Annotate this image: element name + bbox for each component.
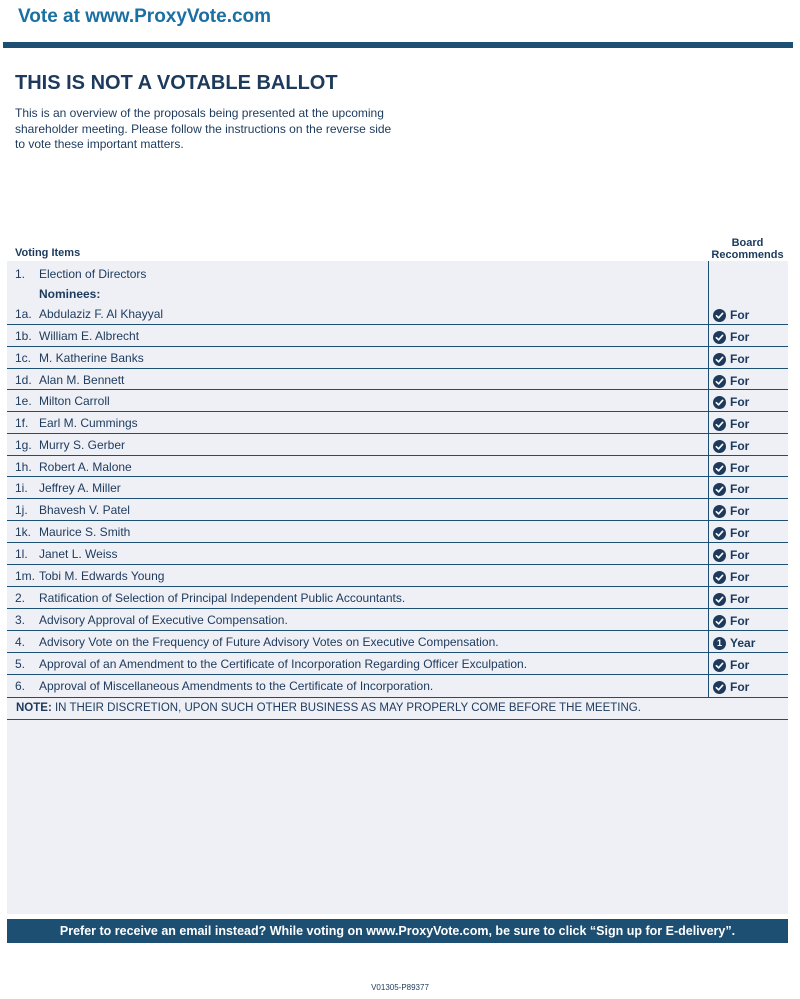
voting-item-row [7, 477, 788, 499]
board-recommendation [713, 461, 749, 475]
recommendation-label: For [730, 526, 750, 540]
item-number: 3. [15, 613, 26, 627]
election-row [7, 261, 788, 283]
item-text: Alan M. Bennett [39, 373, 125, 387]
item-number: 2. [15, 591, 26, 605]
board-recommendation [713, 504, 749, 518]
board-recommendation [713, 352, 749, 366]
recommendation-label: For [730, 395, 750, 409]
number-one-icon: 1 [713, 637, 726, 650]
voting-item-row [7, 609, 788, 631]
board-recommendation [713, 526, 749, 540]
board-recommendation [713, 636, 755, 650]
header-rule [3, 42, 793, 48]
nominees-label: Nominees: [39, 287, 101, 301]
voting-items-header: Voting Items [15, 247, 81, 259]
item-number: 1g. [15, 438, 32, 452]
recommendation-label: For [730, 614, 750, 628]
board-recommendation [713, 308, 749, 322]
item-text: William E. Albrecht [39, 329, 140, 343]
board-recommendation [713, 395, 749, 409]
recommendation-label: For [730, 570, 750, 584]
voting-item-row [7, 675, 788, 698]
recommendation-label: For [730, 308, 750, 322]
ballot-intro: This is an overview of the proposals being presented at the upcoming shareholder meeting. Please follow the instructions on the reverse side to vote these important matters. [15, 106, 392, 151]
document-code: V01305-P89377 [371, 983, 429, 992]
board-recommendation [713, 680, 749, 694]
board-recommendation [713, 330, 749, 344]
recommendation-label: For [730, 680, 750, 694]
item-number: 1b. [15, 329, 32, 343]
item-text: Maurice S. Smith [39, 525, 131, 539]
checkmark-icon [713, 681, 726, 694]
item-number: 5. [15, 657, 26, 671]
voting-item-row [7, 347, 788, 369]
recommendation-label: For [730, 439, 750, 453]
voting-item-row [7, 390, 788, 412]
item-text: Tobi M. Edwards Young [39, 569, 165, 583]
checkmark-icon [713, 659, 726, 672]
voting-item-row [7, 565, 788, 587]
item-number: 1f. [15, 416, 29, 430]
header-title: Vote at www.ProxyVote.com [18, 6, 272, 27]
board-recommends-header [705, 237, 790, 261]
voting-item-row [7, 543, 788, 565]
voting-item-row [7, 631, 788, 653]
recommendation-label: For [730, 482, 750, 496]
item-text: Murry S. Gerber [39, 438, 126, 452]
checkmark-icon [713, 593, 726, 606]
item-number: 1e. [15, 394, 32, 408]
voting-item-row [7, 369, 788, 390]
voting-item-row [7, 434, 788, 456]
item-text: Jeffrey A. Miller [39, 481, 121, 495]
item-text: Robert A. Malone [39, 460, 132, 474]
note-row [7, 698, 788, 720]
board-header-line1: Board [731, 237, 764, 249]
recommendation-label: For [730, 374, 750, 388]
voting-item-row [7, 303, 788, 325]
item-number: 1c. [15, 351, 32, 365]
item-number: 1a. [15, 307, 32, 321]
item-number: 6. [15, 679, 26, 693]
item-text: Abdulaziz F. Al Khayyal [39, 307, 164, 321]
checkmark-icon [713, 309, 726, 322]
item-number: 1. [15, 267, 26, 281]
board-recommendation [713, 439, 749, 453]
recommendation-label: For [730, 592, 750, 606]
recommendation-label: For [730, 330, 750, 344]
item-text: Janet L. Weiss [39, 547, 118, 561]
checkmark-icon [713, 505, 726, 518]
board-recommendation [713, 482, 749, 496]
recommendation-label: For [730, 352, 750, 366]
checkmark-icon [713, 483, 726, 496]
item-text: M. Katherine Banks [39, 351, 144, 365]
checkmark-icon [713, 440, 726, 453]
recommendation-label: Year [730, 636, 756, 650]
item-number: 1k. [15, 525, 32, 539]
recommendation-label: For [730, 461, 750, 475]
voting-item-row [7, 521, 788, 543]
item-number: 1h. [15, 460, 32, 474]
checkmark-icon [713, 527, 726, 540]
checkmark-icon [713, 571, 726, 584]
item-text: Ratification of Selection of Principal Independent Public Accountants. [39, 591, 406, 605]
item-number: 1l. [15, 547, 28, 561]
item-text: Advisory Vote on the Frequency of Future Advisory Votes on Executive Compensation. [39, 635, 499, 649]
item-text: Election of Directors [39, 267, 147, 281]
checkmark-icon [713, 615, 726, 628]
item-text: Approval of Miscellaneous Amendments to the Certificate of Incorporation. [39, 679, 434, 693]
board-recommendation [713, 417, 749, 431]
board-header-line2: Recommends [711, 249, 784, 261]
checkmark-icon [713, 375, 726, 388]
item-text: Milton Carroll [39, 394, 110, 408]
voting-item-row [7, 653, 788, 675]
e-delivery-banner: Prefer to receive an email instead? While voting on www.ProxyVote.com, be sure to click “Sign up for E-delivery”. [7, 919, 788, 943]
board-recommendation [713, 658, 749, 672]
recommendation-label: For [730, 417, 750, 431]
note-label: NOTE: [16, 702, 52, 714]
note [16, 702, 641, 714]
nominees-row [7, 283, 788, 303]
item-number: 1j. [15, 503, 28, 517]
item-number: 1i. [15, 481, 28, 495]
board-recommendation [713, 592, 749, 606]
item-number: 4. [15, 635, 26, 649]
ballot-title: THIS IS NOT A VOTABLE BALLOT [15, 72, 338, 94]
checkmark-icon [713, 462, 726, 475]
voting-item-row [7, 325, 788, 347]
board-recommendation [713, 570, 749, 584]
recommendation-label: For [730, 658, 750, 672]
item-text: Earl M. Cummings [39, 416, 138, 430]
recommendation-label: For [730, 504, 750, 518]
checkmark-icon [713, 418, 726, 431]
voting-item-row [7, 499, 788, 521]
board-recommendation [713, 374, 749, 388]
board-recommendation [713, 614, 749, 628]
checkmark-icon [713, 353, 726, 366]
voting-item-row [7, 587, 788, 609]
board-recommendation [713, 548, 749, 562]
checkmark-icon [713, 549, 726, 562]
note-text: IN THEIR DISCRETION, UPON SUCH OTHER BUSINESS AS MAY PROPERLY COME BEFORE THE MEETING. [51, 702, 641, 714]
voting-item-row [7, 412, 788, 434]
voting-item-row [7, 456, 788, 477]
item-text: Advisory Approval of Executive Compensation. [39, 613, 288, 627]
item-text: Approval of an Amendment to the Certificate of Incorporation Regarding Officer Exculpation. [39, 657, 528, 671]
item-number: 1d. [15, 373, 32, 387]
checkmark-icon [713, 396, 726, 409]
item-number: 1m. [15, 569, 36, 583]
checkmark-icon [713, 331, 726, 344]
recommendation-label: For [730, 548, 750, 562]
item-text: Bhavesh V. Patel [39, 503, 130, 517]
